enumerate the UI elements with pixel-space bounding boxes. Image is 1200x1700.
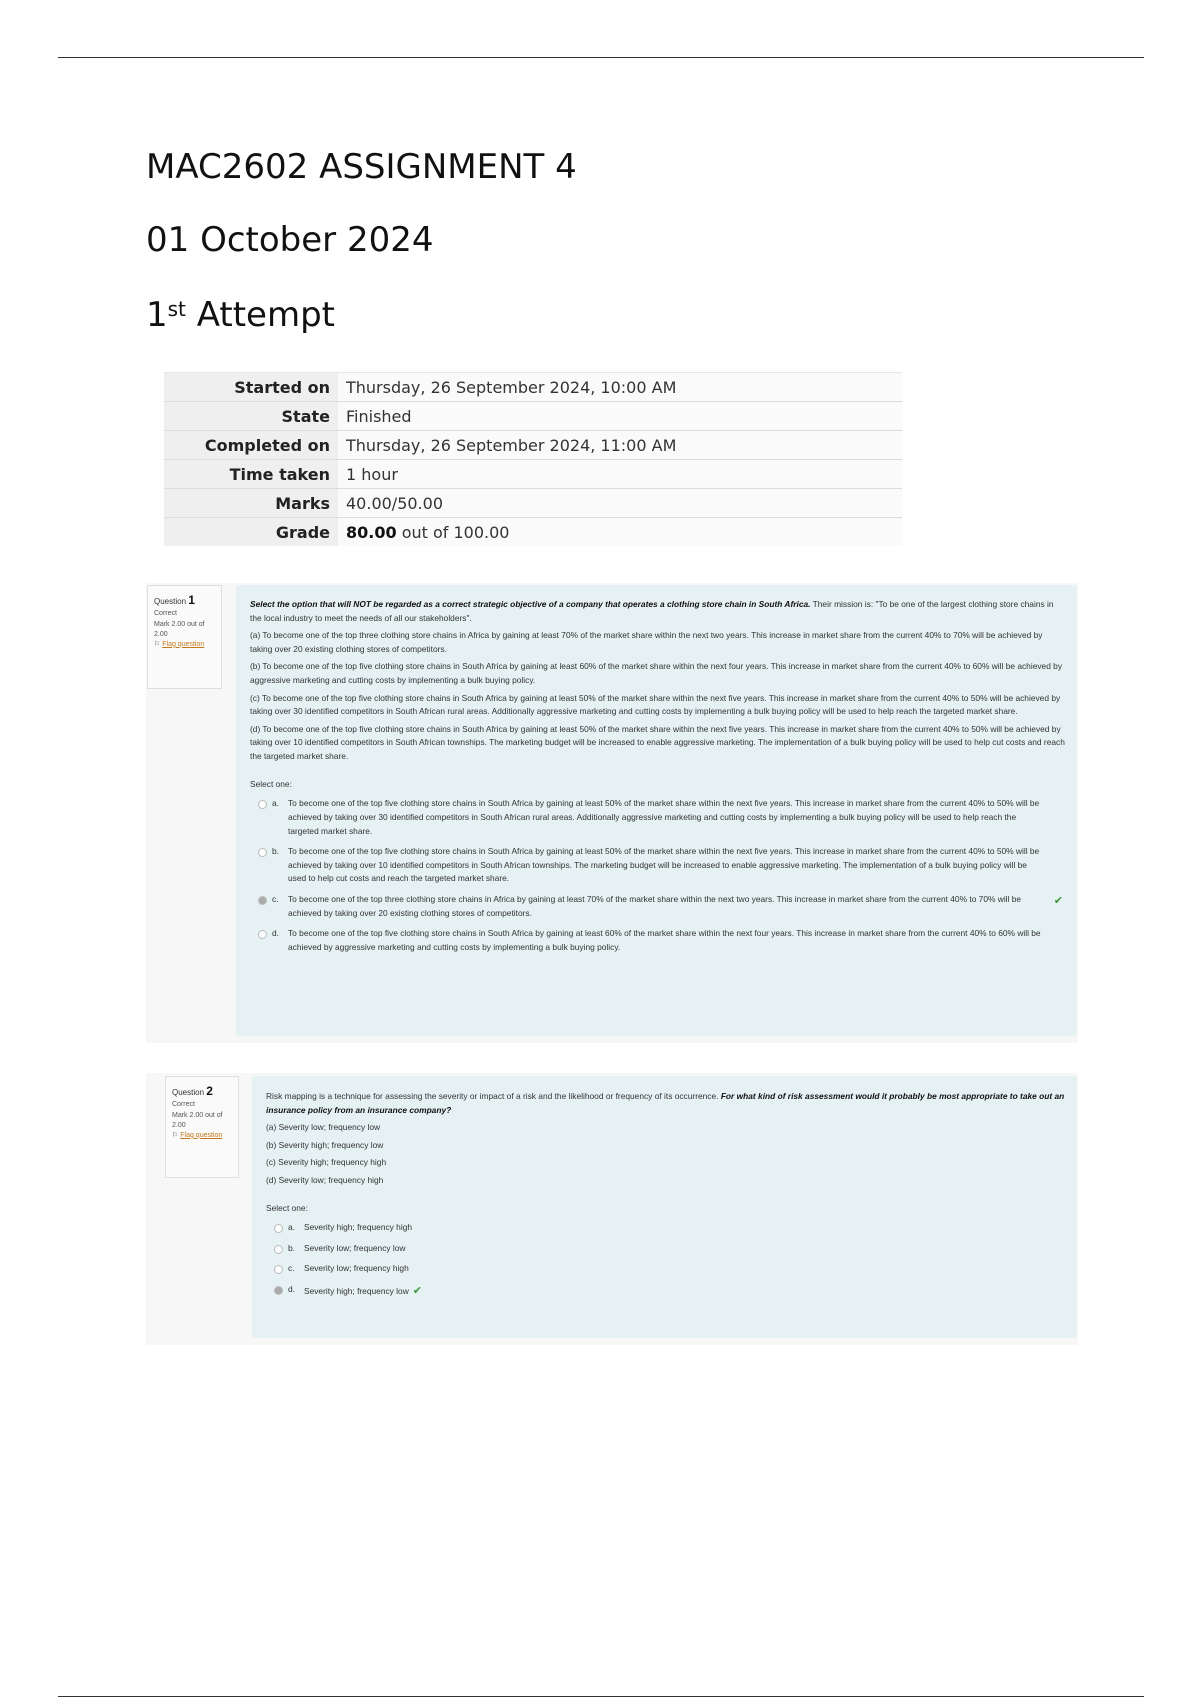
grade-value: 80.00 bbox=[346, 522, 397, 542]
question-number: 1 bbox=[188, 593, 195, 607]
question-2-content bbox=[252, 1076, 1077, 1338]
option-letter: d. bbox=[272, 928, 279, 939]
statement-c: (c) Severity high; frequency high bbox=[266, 1157, 387, 1168]
option-text: To become one of the top five clothing store chains in South Africa by gaining at least 50% of the market share within the next five years. This increase in market share from the current 40% to 50% will be achieved by taking over 30 identified competitors in South African rural areas. Additionally aggressive marketing and cutting costs by implementing a bulk buying policy will be used to help reach the targeted market share. bbox=[288, 798, 1040, 836]
summary-value: Thursday, 26 September 2024, 11:00 AM bbox=[338, 431, 902, 460]
answer-option-d[interactable] bbox=[266, 1283, 1065, 1301]
statement-d: (d) To become one of the top five clothing store chains in South Africa by gaining at least 50% of the market share within the next five years. This increase in market share from the current 40% to 50% will be achieved by taking over 10 identified competitors in South African townships. The marketing budget will be increased to enable aggressive marketing. The implementation of a bulk buying policy will be used to help cut costs and reach the targeted market share. bbox=[250, 723, 1065, 762]
statement-b: (b) To become one of the top five clothing store chains in South Africa by gaining at least 60% of the market share within the next four years. This increase in market share from the current 40% to 60% will be achieved by aggressive marketing and cutting costs by implementing a bulk buying policy. bbox=[250, 661, 1063, 686]
document-date: 01 October 2024 bbox=[146, 220, 434, 260]
summary-value: 1 hour bbox=[338, 460, 902, 489]
radio-button[interactable] bbox=[274, 1224, 283, 1233]
question-1-content bbox=[236, 585, 1077, 1036]
grade-out-of: out of 100.00 bbox=[396, 522, 510, 542]
summary-row-completed bbox=[164, 431, 902, 460]
attempt-ordinal: st bbox=[167, 297, 186, 321]
attempt-heading bbox=[146, 295, 335, 335]
question-label: Question bbox=[154, 597, 187, 606]
question-stem-bold: For what kind of risk assessment would it probably be most appropriate to take out an insurance policy from an insurance company? bbox=[266, 1091, 1065, 1115]
summary-key: Completed on bbox=[164, 431, 338, 460]
option-letter: c. bbox=[288, 1263, 295, 1274]
summary-row-marks bbox=[164, 489, 902, 518]
question-stem-rest: Their mission is: "To be one of the largest clothing store chains in the local industry to meet the needs of all our stakeholders". bbox=[250, 599, 1054, 623]
option-letter: a. bbox=[288, 1222, 295, 1233]
summary-value bbox=[338, 518, 902, 547]
summary-key: Time taken bbox=[164, 460, 338, 489]
answer-option-b[interactable] bbox=[266, 1242, 1065, 1256]
summary-value: Finished bbox=[338, 402, 902, 431]
summary-key: Grade bbox=[164, 518, 338, 547]
question-stem-bold: Select the option that will NOT be regarded as a correct strategic objective of a company that operates a clothing store chain in South Africa. bbox=[250, 599, 811, 609]
question-stem-rest: Risk mapping is a technique for assessing the severity or impact of a risk and the likelihood or frequency of its occurrence. bbox=[266, 1091, 721, 1101]
summary-value: Thursday, 26 September 2024, 10:00 AM bbox=[338, 373, 902, 402]
option-text: To become one of the top five clothing store chains in South Africa by gaining at least 50% of the market share within the next five years. This increase in market share from the current 40% to 50% will be achieved by taking over 10 identified competitors in South African townships. The marketing budget will be increased to enable aggressive marketing. The implementation of a bulk buying policy will be used to help cut costs and reach the targeted market share. bbox=[288, 846, 1040, 884]
correct-check-icon: ✔ bbox=[412, 1285, 422, 1298]
option-text: Severity low; frequency low bbox=[304, 1242, 406, 1253]
question-stem bbox=[250, 598, 1065, 625]
select-one-label: Select one: bbox=[250, 778, 292, 789]
document-title: MAC2602 ASSIGNMENT 4 bbox=[146, 147, 577, 187]
attempt-word: Attempt bbox=[185, 295, 335, 335]
answer-option-a[interactable] bbox=[266, 1221, 1065, 1235]
answer-option-b[interactable] bbox=[250, 845, 1065, 886]
option-text: Severity high; frequency high bbox=[304, 1222, 413, 1233]
radio-button[interactable] bbox=[274, 1265, 283, 1274]
option-text: To become one of the top five clothing store chains in South Africa by gaining at least 60% of the market share within the next four years. This increase in market share from the current 40% to 60% will be achieved by aggressive marketing and cutting costs by implementing a bulk buying policy. bbox=[288, 928, 1041, 952]
flag-question-link[interactable]: Flag question bbox=[180, 1131, 223, 1139]
statement-d: (d) Severity low; frequency high bbox=[266, 1175, 384, 1186]
option-letter: c. bbox=[272, 893, 279, 904]
question-mark: Mark 2.00 out of 2.00 bbox=[154, 620, 205, 638]
summary-row-started bbox=[164, 373, 902, 402]
statement-a: (a) Severity low; frequency low bbox=[266, 1122, 381, 1133]
radio-button[interactable] bbox=[258, 930, 267, 939]
option-letter: a. bbox=[272, 798, 279, 809]
question-status: Correct bbox=[154, 610, 177, 618]
answer-option-a[interactable] bbox=[250, 797, 1065, 838]
option-text: To become one of the top three clothing store chains in Africa by gaining at least 70% of the market share within the next two years. This increase in market share from the current 40% to 70% will be achieved by taking over 20 existing clothing stores of competitors. bbox=[288, 893, 1022, 918]
answer-option-c[interactable] bbox=[266, 1262, 1065, 1276]
flag-question-link[interactable]: Flag question bbox=[162, 640, 205, 648]
statement-c: (c) To become one of the top five clothing store chains in South Africa by gaining at least 50% of the market share within the next five years. This increase in market share from the current 40% to 50% will be achieved by taking over 30 identified competitors in South African rural areas. Additionally aggressive marketing and cutting costs by implementing a bulk buying policy will be used to help reach the targeted market share. bbox=[250, 692, 1061, 717]
question-label: Question bbox=[172, 1088, 205, 1097]
answer-option-d[interactable] bbox=[250, 927, 1065, 954]
summary-value: 40.00/50.00 bbox=[338, 489, 902, 518]
question-1-info bbox=[147, 585, 222, 689]
top-rule bbox=[58, 57, 1144, 58]
statement-a: (a) To become one of the top three clothing store chains in Africa by gaining at least 70% of the market share within the next two years. This increase in market share from the current 40% to 70% will be achieved by taking over 20 existing clothing stores of competitors. bbox=[250, 630, 1043, 654]
question-status: Correct bbox=[172, 1101, 195, 1109]
option-text: Severity high; frequency low bbox=[304, 1286, 409, 1297]
answer-option-c[interactable] bbox=[250, 893, 1065, 920]
option-letter: b. bbox=[272, 846, 279, 857]
summary-key: Started on bbox=[164, 373, 338, 402]
radio-button[interactable] bbox=[274, 1245, 283, 1254]
select-one-label: Select one: bbox=[266, 1202, 308, 1213]
correct-check-icon: ✔ bbox=[1053, 894, 1063, 907]
summary-row-state bbox=[164, 402, 902, 431]
radio-button-selected[interactable] bbox=[258, 896, 267, 905]
bottom-rule bbox=[58, 1696, 1144, 1697]
question-2-info bbox=[165, 1076, 239, 1178]
attempt-number: 1 bbox=[146, 295, 168, 335]
flag-icon[interactable]: ⚐ bbox=[172, 1131, 179, 1139]
option-letter: b. bbox=[288, 1242, 295, 1253]
option-letter: d. bbox=[288, 1284, 295, 1295]
attempt-summary-table bbox=[164, 372, 902, 546]
radio-button[interactable] bbox=[258, 848, 267, 857]
summary-row-time-taken bbox=[164, 460, 902, 489]
summary-key: State bbox=[164, 402, 338, 431]
statement-b: (b) Severity high; frequency low bbox=[266, 1139, 384, 1150]
question-mark: Mark 2.00 out of 2.00 bbox=[172, 1111, 223, 1129]
summary-key: Marks bbox=[164, 489, 338, 518]
question-stem bbox=[266, 1090, 1065, 1117]
question-number: 2 bbox=[206, 1084, 213, 1098]
radio-button[interactable] bbox=[258, 800, 267, 809]
option-text: Severity low; frequency high bbox=[304, 1263, 409, 1274]
radio-button-selected[interactable] bbox=[274, 1286, 283, 1295]
flag-icon[interactable]: ⚐ bbox=[154, 640, 161, 648]
summary-row-grade bbox=[164, 518, 902, 547]
